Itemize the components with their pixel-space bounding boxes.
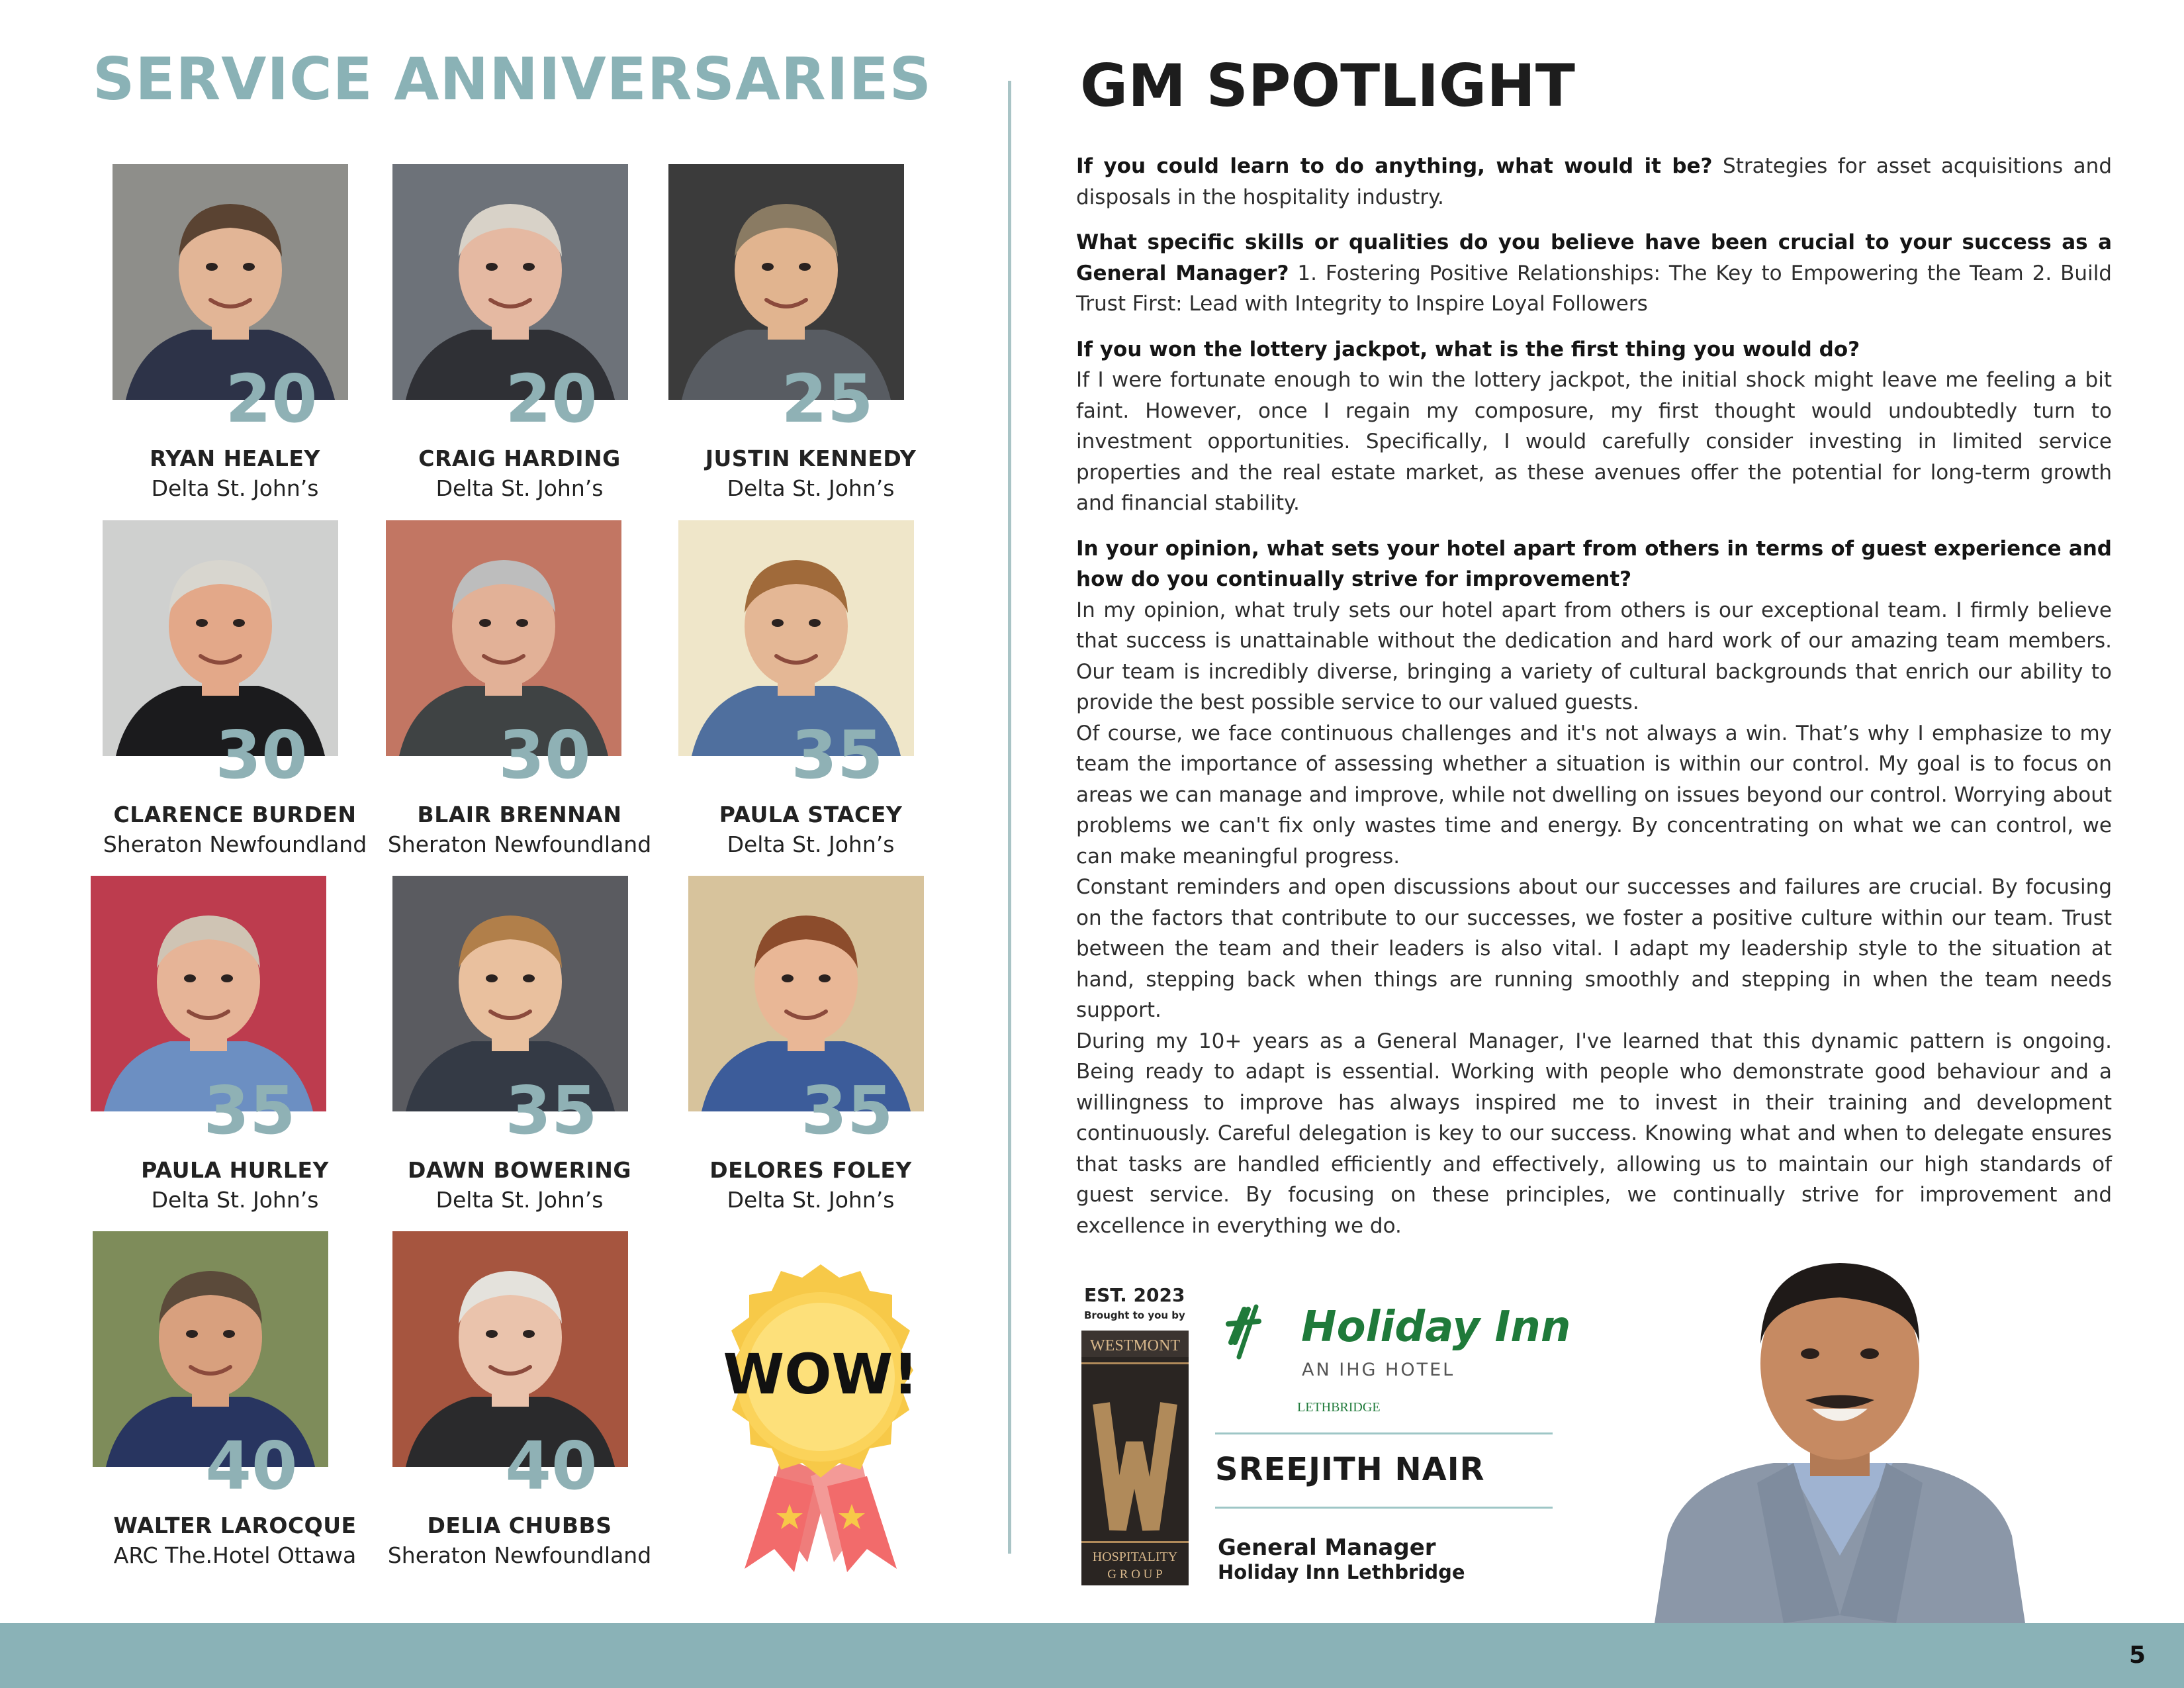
wow-badge xyxy=(695,1258,946,1575)
person-location: Delta St. John’s xyxy=(727,1187,895,1213)
person-name: DELORES FOLEY xyxy=(709,1157,912,1183)
person-location: Delta St. John’s xyxy=(151,475,319,501)
answer-4-p3: Constant reminders and open discussions about our successes and failures are crucial. By focusing on the factors that contribute to our successes, we foster a positive culture within our team. Trust between the team and their leaders is also vital. I adapt my leadership style to the situation at hand, stepping back when things are running smoothly and stepping in when the team needs support. xyxy=(1076,875,2112,1022)
person-name: RYAN HEALEY xyxy=(150,445,320,471)
person-location: Delta St. John’s xyxy=(435,475,604,501)
gm-hotel: Holiday Inn Lethbridge xyxy=(1218,1561,1465,1583)
question-2: What specific skills or qualities do you believe have been crucial to your success as a General Manager? xyxy=(1076,230,2112,285)
person-name: PAULA HURLEY xyxy=(141,1157,329,1183)
person-location: Delta St. John’s xyxy=(727,475,895,501)
qa-1 xyxy=(1076,151,2112,212)
est-label: EST. 2023 xyxy=(1084,1284,1185,1306)
person-name: CLARENCE BURDEN xyxy=(113,802,357,827)
qa-2 xyxy=(1076,227,2112,320)
person-location: Delta St. John’s xyxy=(435,1187,604,1213)
svg-text:LETHBRIDGE: LETHBRIDGE xyxy=(1297,1400,1381,1415)
brought-by-label: Brought to you by xyxy=(1084,1309,1185,1321)
qa-3 xyxy=(1076,334,2112,519)
question-4: In your opinion, what sets your hotel apart from others in terms of guest experience and how do you continually strive for improvement? xyxy=(1076,536,2112,591)
years-of-service: 40 xyxy=(505,1427,598,1505)
person-name: DAWN BOWERING xyxy=(408,1157,631,1183)
answer-4-p2: Of course, we face continuous challenges and it's not always a win. That’s why I emphasize to my team the importance of assessing whether a situation is within our control. My goal is to focus on areas we can manage and improve, while not dwelling on issues beyond our control. Worrying about problems we can't fix only wastes time and energy. By concentrating on what we can control, we can make meaningful progress. xyxy=(1076,721,2112,868)
answer-1: Strategies for asset acquisitions and disposals in the hospitality industry. xyxy=(1076,154,2112,209)
years-of-service: 25 xyxy=(781,360,874,438)
answer-2: 1. Fostering Positive Relationships: The Key to Empowering the Team 2. Build Trust First: Lead with Integrity to Inspire Loyal Followers xyxy=(1076,261,2112,316)
svg-text:HOSPITALITY: HOSPITALITY xyxy=(1092,1550,1178,1564)
wow-text: WOW! xyxy=(723,1342,919,1407)
service-anniversaries-title: SERVICE ANNIVERSARIES xyxy=(93,45,933,113)
qa-4 xyxy=(1076,534,2112,718)
person-name: JUSTIN KENNEDY xyxy=(705,445,917,471)
question-1: If you could learn to do anything, what would it be? xyxy=(1076,154,1713,178)
person-location: Sheraton Newfoundland xyxy=(103,831,367,857)
person-location: ARC The.Hotel Ottawa xyxy=(113,1542,357,1568)
person-location: Delta St. John’s xyxy=(727,831,895,857)
svg-text:Holiday Inn: Holiday Inn xyxy=(1301,1303,1571,1352)
gm-spotlight-title: GM SPOTLIGHT xyxy=(1080,52,1575,120)
name-rule-top xyxy=(1215,1432,1553,1434)
person-name: WALTER LAROCQUE xyxy=(113,1513,357,1538)
westmont-logo xyxy=(1081,1331,1189,1585)
person-location: Sheraton Newfoundland xyxy=(387,1542,652,1568)
person-name: BLAIR BRENNAN xyxy=(417,802,622,827)
holiday-inn-logo xyxy=(1219,1297,1571,1417)
question-3: If you won the lottery jackpot, what is the first thing you would do? xyxy=(1076,337,1860,361)
answer-4-p4: During my 10+ years as a General Manager, I've learned that this dynamic pattern is ongoing. Being ready to adapt is essential. Working with people who demonstrate good behaviour and a willingness to improve has always inspired me to invest in their training and development continuously. Careful delegation is key to our success. Knowing what and when to delegate ensures that tasks are handled efficiently and effectively, allowing us to maintain our high standards of guest service. By focusing on these principles, we continually strive for improvement and excellence in everything we do. xyxy=(1076,1029,2112,1238)
gm-role: General Manager xyxy=(1218,1534,1436,1561)
answer-3: If I were fortunate enough to win the lottery jackpot, the initial shock might leave me feeling a bit faint. However, once I regain my composure, my first thought would undoubtedly turn to investment opportunities. Specifically, I would carefully consider investing in limited service properties and the real estate market, as these avenues offer the potential for long-term growth and financial stability. xyxy=(1076,368,2112,515)
years-of-service: 40 xyxy=(205,1427,298,1505)
years-of-service: 30 xyxy=(498,716,591,794)
page-divider xyxy=(1008,81,1011,1554)
footer-bar xyxy=(0,1623,2184,1688)
person-name: PAULA STACEY xyxy=(719,802,903,827)
years-of-service: 35 xyxy=(791,716,884,794)
svg-text:G R O U P: G R O U P xyxy=(1107,1568,1163,1581)
person-location: Delta St. John’s xyxy=(151,1187,319,1213)
years-of-service: 35 xyxy=(203,1072,296,1149)
svg-text:WESTMONT: WESTMONT xyxy=(1090,1337,1180,1354)
person-name: DELIA CHUBBS xyxy=(427,1513,612,1538)
gm-portrait xyxy=(1641,1244,2038,1623)
years-of-service: 35 xyxy=(801,1072,893,1149)
answer-4-p1: In my opinion, what truly sets our hotel apart from others is our exceptional team. I firmly believe that success is unattainable without the dedication and hard work of our amazing team members. Our team is incredibly diverse, bringing a variety of cultural backgrounds that enrich our ability to provide the best possible service to our valued guests. xyxy=(1076,598,2112,714)
years-of-service: 35 xyxy=(505,1072,598,1149)
person-location: Sheraton Newfoundland xyxy=(387,831,652,857)
svg-text:AN IHG HOTEL: AN IHG HOTEL xyxy=(1302,1360,1455,1380)
name-rule-bottom xyxy=(1215,1507,1553,1509)
years-of-service: 30 xyxy=(215,716,308,794)
page-number: 5 xyxy=(2128,1642,2146,1669)
gm-name: SREEJITH NAIR xyxy=(1215,1451,1485,1488)
years-of-service: 20 xyxy=(225,360,318,438)
person-name: CRAIG HARDING xyxy=(418,445,621,471)
gm-interview xyxy=(1076,151,2112,1241)
years-of-service: 20 xyxy=(505,360,598,438)
